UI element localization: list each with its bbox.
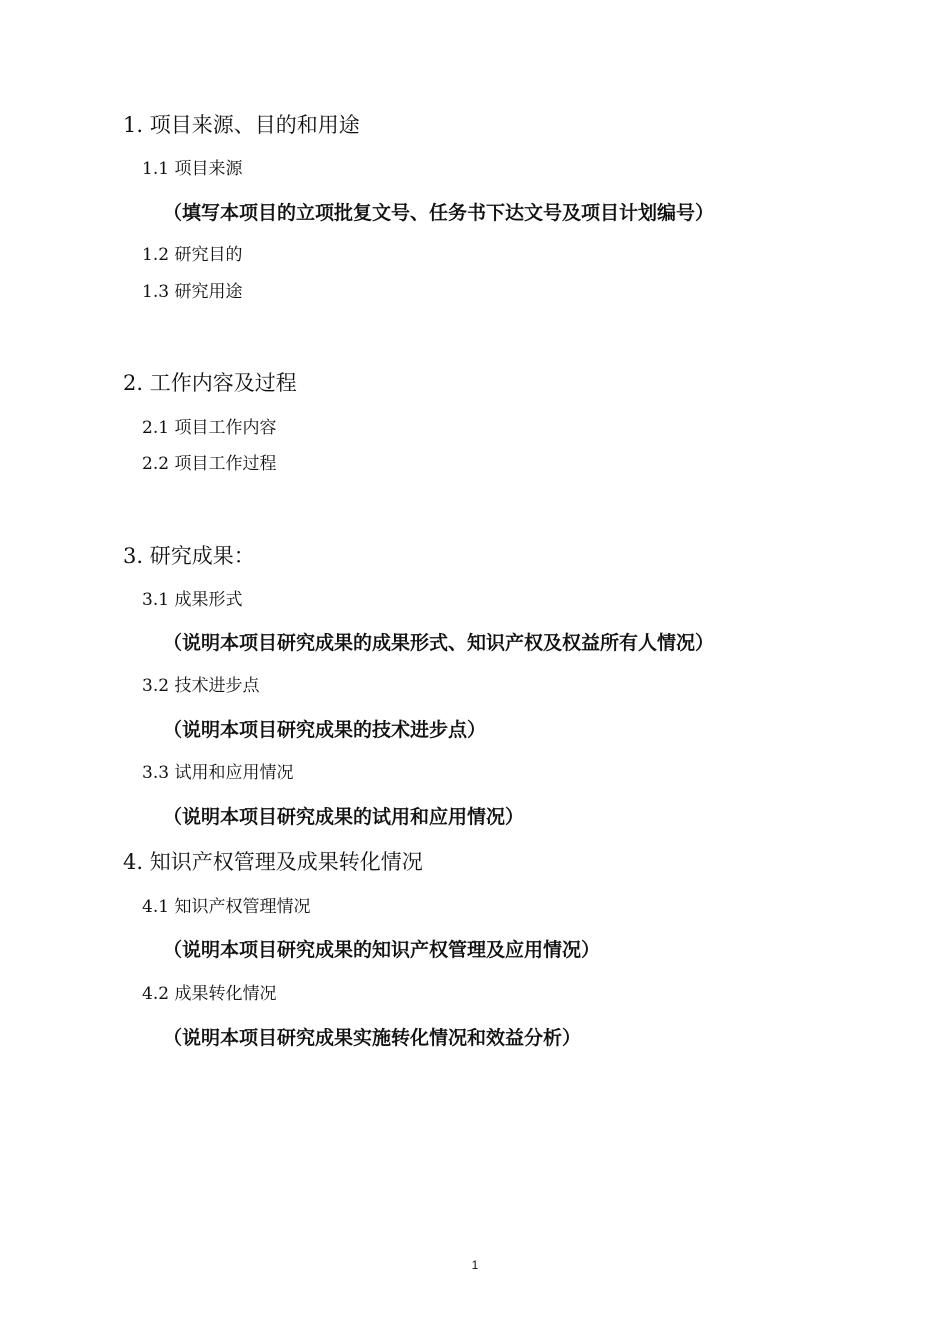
section-1-1-heading: 1.1 项目来源 — [142, 159, 243, 179]
section-2-1-heading: 2.1 项目工作内容 — [142, 418, 277, 438]
section-3-2-note: （说明本项目研究成果的技术进步点） — [163, 719, 487, 741]
section-4-1-note: （说明本项目研究成果的知识产权管理及应用情况） — [163, 939, 601, 961]
section-4-heading: 4. 知识产权管理及成果转化情况 — [123, 850, 423, 874]
section-3-1-note: （说明本项目研究成果的成果形式、知识产权及权益所有人情况） — [163, 632, 715, 654]
section-3-heading: 3. 研究成果： — [123, 544, 255, 568]
section-4-2-note: （说明本项目研究成果实施转化情况和效益分析） — [163, 1027, 582, 1049]
section-1-3-heading: 1.3 研究用途 — [142, 282, 243, 302]
section-3-2-heading: 3.2 技术进步点 — [142, 676, 260, 696]
section-2-heading: 2. 工作内容及过程 — [123, 371, 297, 395]
section-3-3-heading: 3.3 试用和应用情况 — [142, 763, 294, 783]
section-3-3-note: （说明本项目研究成果的试用和应用情况） — [163, 806, 525, 828]
section-1-2-heading: 1.2 研究目的 — [142, 245, 243, 265]
section-3-1-heading: 3.1 成果形式 — [142, 590, 243, 610]
section-2-2-heading: 2.2 项目工作过程 — [142, 454, 277, 474]
section-4-1-heading: 4.1 知识产权管理情况 — [142, 897, 311, 917]
section-1-1-note: （填写本项目的立项批复文号、任务书下达文号及项目计划编号） — [163, 202, 715, 224]
section-1-heading: 1. 项目来源、目的和用途 — [123, 113, 360, 137]
page-number: 1 — [471, 1258, 479, 1272]
section-4-2-heading: 4.2 成果转化情况 — [142, 984, 277, 1004]
